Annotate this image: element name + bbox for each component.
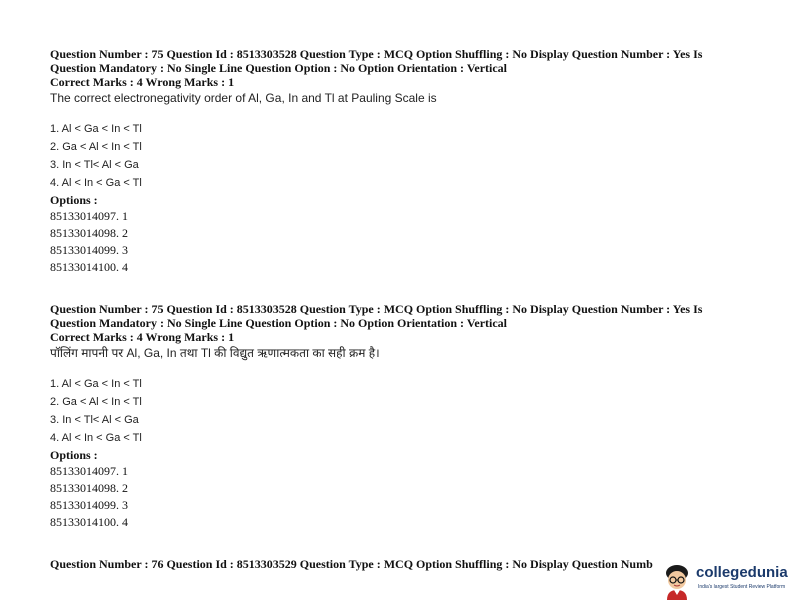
option-id: 85133014097. 1: [50, 464, 128, 478]
question-meta-line2: Question Mandatory : No Single Line Question Option : No Option Orientation : Vertical: [50, 61, 508, 75]
question-text: The correct electronegativity order of Al, Ga, In and Tl at Pauling Scale is: [50, 91, 437, 105]
question-meta-line1: Question Number : 75 Question Id : 8513303528 Question Type : MCQ Option Shuffling : No Display Question Number : Yes Is: [50, 302, 703, 316]
question-meta-line2: Question Mandatory : No Single Line Question Option : No Option Orientation : Vertical: [50, 316, 508, 330]
question-block-2: [50, 302, 750, 531]
option-id: 85133014097. 1: [50, 209, 128, 223]
option-id: 85133014100. 4: [50, 515, 128, 529]
choice-item: 3. In < Tl< Al < Ga: [50, 414, 139, 426]
options-heading: Options :: [50, 448, 98, 462]
question-meta-line1: Question Number : 75 Question Id : 8513303528 Question Type : MCQ Option Shuffling : No Display Question Number : Yes Is: [50, 47, 703, 61]
choice-item: 2. Ga < Al < In < Tl: [50, 141, 142, 153]
collegedunia-logo: [660, 560, 790, 600]
option-id: 85133014098. 2: [50, 226, 128, 240]
student-mascot-icon: [660, 560, 694, 600]
question-marks: Correct Marks : 4 Wrong Marks : 1: [50, 75, 235, 89]
option-id: 85133014100. 4: [50, 260, 128, 274]
choice-item: 2. Ga < Al < In < Tl: [50, 396, 142, 408]
option-id: 85133014099. 3: [50, 498, 128, 512]
question-text: पॉलिंग मापनी पर Al, Ga, In तथा Tl की विद्युत ऋणात्मकता का सही क्रम है।: [50, 346, 380, 360]
choice-list: [50, 375, 750, 447]
options-heading: Options :: [50, 193, 98, 207]
choice-item: 3. In < Tl< Al < Ga: [50, 159, 139, 171]
choice-item: 1. Al < Ga < In < Tl: [50, 378, 142, 390]
choice-list: [50, 120, 750, 192]
choice-item: 1. Al < Ga < In < Tl: [50, 123, 142, 135]
option-id: 85133014099. 3: [50, 243, 128, 257]
question-block-1: [50, 47, 750, 276]
choice-item: 4. Al < In < Ga < Tl: [50, 177, 142, 189]
choice-item: 4. Al < In < Ga < Tl: [50, 432, 142, 444]
option-id: 85133014098. 2: [50, 481, 128, 495]
logo-wordmark: collegedunia: [696, 564, 788, 581]
question-marks: Correct Marks : 4 Wrong Marks : 1: [50, 330, 235, 344]
logo-tagline: India's largest Student Review Platform: [698, 584, 786, 590]
next-question-meta: Question Number : 76 Question Id : 8513303529 Question Type : MCQ Option Shuffling : No Display Question Numb: [50, 557, 653, 571]
